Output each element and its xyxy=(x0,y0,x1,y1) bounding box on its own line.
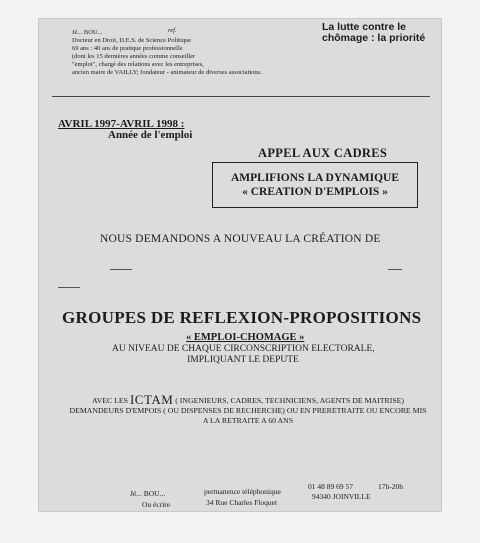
author-line: ancien maire de VAILLY; fondateur - animateur de diverses associations. xyxy=(72,69,262,76)
footer-phone: 01 48 89 69 57 xyxy=(308,482,353,491)
author-line: (dont les 15 dernières années comme conseiller xyxy=(72,53,196,60)
footer-name: Jé... BOU... xyxy=(130,489,166,498)
slogan xyxy=(322,22,425,44)
dash-mark xyxy=(388,269,402,270)
document-page xyxy=(38,18,442,512)
footer-street: 34 Rue Charles Floquet xyxy=(206,498,278,507)
author-line: "emploi", chargé des relations avec les entreprises, xyxy=(72,61,204,68)
appeal-title: APPEL AUX CADRES xyxy=(258,146,388,160)
slogan-line-1: La lutte contre le xyxy=(322,21,407,33)
author-credentials xyxy=(72,37,262,77)
footer-city: 94340 JOINVILLE xyxy=(312,492,371,501)
slogan-line-2: chômage : la priorité xyxy=(322,32,426,44)
dynamic-box xyxy=(212,162,418,208)
footer-permanence: permanence téléphonique xyxy=(204,487,281,496)
dash-mark xyxy=(110,269,132,270)
author-line: 69 ans : 40 ans de pratique professionnelle xyxy=(72,45,183,52)
ictam-acronym: ICTAM xyxy=(129,392,174,407)
ictam-paragraph xyxy=(68,392,428,426)
year-label: Année de l'emploi xyxy=(108,129,193,141)
demand-text: NOUS DEMANDONS A NOUVEAU LA CRÉATION DE xyxy=(100,233,381,245)
footer-hours: 17h-20h xyxy=(378,482,403,491)
scope-line-1: AU NIVEAU DE CHAQUE CIRCONSCRIPTION ELECTORALE, xyxy=(112,344,375,354)
ictam-details: ( INGENIEURS, CADRES, TECHNICIENS, AGENTS DE MAITRISE) DEMANDEURS D'EMPOIS ( OU DISPENSES DE RECHERCHE) OU EN PRERETRAITE OU ENCORE MIS A LA RETRAITE A 60 ANS xyxy=(69,396,427,425)
groups-subtitle: « EMPLOI-CHOMAGE » xyxy=(186,332,305,343)
scope-line-2: IMPLIQUANT LE DEPUTE xyxy=(187,355,299,365)
ictam-prefix: AVEC LES xyxy=(91,396,128,405)
groups-title: GROUPES DE REFLEXION-PROPOSITIONS xyxy=(62,308,422,327)
dash-mark xyxy=(58,287,80,288)
box-line-1: AMPLIFIONS LA DYNAMIQUE xyxy=(230,172,400,184)
footer-write-label: Ou écrire xyxy=(142,500,171,509)
author-name: Jé... BOU... xyxy=(72,29,103,36)
handwritten-note: ref. xyxy=(168,27,177,34)
header-divider xyxy=(52,96,430,97)
author-line: Docteur en Droit, D.E.S. de Science Politique xyxy=(72,37,192,44)
year-dates: AVRIL 1997-AVRIL 1998 : xyxy=(58,118,185,130)
box-line-2: « CREATION D'EMPLOIS » xyxy=(242,186,388,198)
groups-scope xyxy=(112,344,374,366)
